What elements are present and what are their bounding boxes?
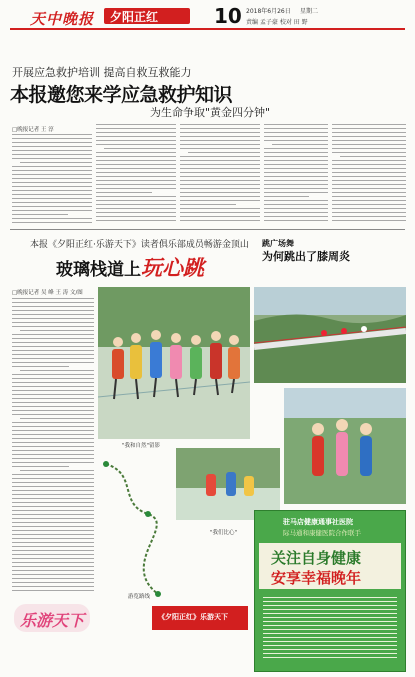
logo-book-text: 《夕阳正红》乐游天下 [158,613,228,621]
masthead-section-title: 夕阳正红 [110,10,159,24]
feature-headline-plain: 玻璃栈道上 [56,260,141,280]
group-photo [98,287,250,439]
side-article-kicker: 跳广场舞 [262,239,294,248]
ad-fine-print [263,597,397,667]
masthead-weekday: 星期二 [300,8,319,15]
ad-top-line-1: 驻马店健康通事社医院 [283,518,353,526]
feature-logo [6,604,98,670]
feature-headline-accent: 玩心跳 [141,256,204,280]
top-article-column-2 [96,124,176,226]
top-article-column-1 [12,134,92,226]
feature-headline [56,252,204,282]
group-photo-image [98,287,250,439]
ad-slogan-1: 关注自身健康 [271,549,362,567]
top-article-subhead: 为生命争取"黄金四分钟" [150,106,271,119]
masthead-date: 2018年6月26日 [246,8,291,15]
pose-photo-image [284,388,406,504]
logo-ribbon-text: 乐游天下 [20,611,85,630]
logo-book [152,606,248,630]
masthead-logo: 天中晚报 [30,10,95,28]
top-article-column-4 [264,124,328,226]
caption-map: 游览路线 [128,594,151,600]
top-article-column-5 [332,124,406,226]
top-article-kicker: 开展应急救护培训 提高自救互救能力 [12,66,192,79]
feature-kicker: 本报《夕阳正红·乐游天下》读者俱乐部成员畅游金顶山 [30,240,249,250]
section-divider [10,229,405,230]
side-article-headline: 为何跳出了膝周炎 [262,250,350,263]
route-map-drawing [98,454,174,604]
top-article-column-3 [180,124,260,226]
feature-text-column [12,298,94,598]
ad-slogan-box [259,543,401,589]
ad-top-line-2: 际马通和康健医院合作联手 [283,529,361,537]
feature-byline: □晚报记者 吴 峰 王 涛 文/图 [12,290,83,296]
pose-photo [284,388,406,504]
top-article-byline: □晚报记者 王 淳 [12,127,54,133]
caption-bottom: "我们比心" [210,530,238,536]
masthead [0,0,415,30]
ad-slogan-2: 安享幸福晚年 [271,569,362,587]
route-map [98,454,174,604]
masthead-rule [10,28,405,30]
bridge-photo [254,287,406,383]
page-number: 10 [214,4,242,28]
bridge-photo-image [254,287,406,383]
masthead-editor: 责编 孟子豪 校对 田 野 [246,19,308,26]
top-article-headline: 本报邀您来学应急救护知识 [10,84,233,106]
ad-block [254,510,406,672]
masthead-section-box [104,8,190,24]
caption-top: "我和自然"留影 [122,443,161,449]
